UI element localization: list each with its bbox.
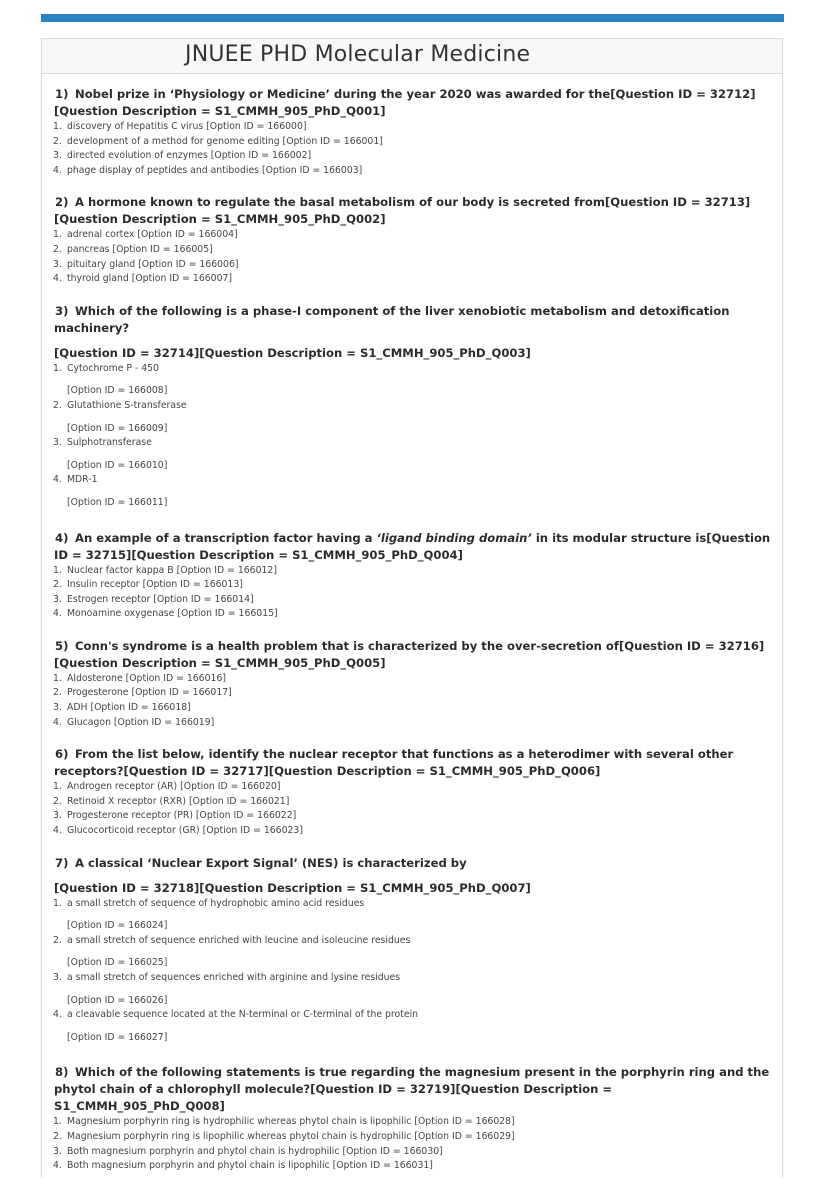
- option-item: 2. Glutathione S-transferase [Option ID = 166009]: [53, 399, 187, 434]
- option-item: 3. pituitary gland [Option ID = 166006]: [53, 258, 239, 270]
- document-frame: [41, 38, 783, 1178]
- question-text: 1) Nobel prize in ‘Physiology or Medicine’ during the year 2020 was awarded for the[Question ID = 32712][Question Description = S1_CMMH_905_PhD_Q001]: [54, 87, 756, 118]
- option-item: 4. a cleavable sequence located at the N-terminal or C-terminal of the protein [Option ID = 166027]: [53, 1009, 419, 1043]
- option-item: 2. Magnesium porphyrin ring is lipophilic whereas phytol chain is hydrophilic [Option ID = 166029]: [53, 1130, 515, 1142]
- option-item: 1. Magnesium porphyrin ring is hydrophilic whereas phytol chain is lipophilic [Option ID = 166028]: [53, 1116, 515, 1128]
- question-1: [54, 86, 776, 178]
- question-text: 7) A classical ‘Nuclear Export Signal’ (NES) is characterized by [Question ID = 32718][Question Description = S1_CMMH_905_PhD_Q007]: [54, 855, 531, 895]
- option-list: [54, 362, 776, 511]
- option-item: 2. Progesterone [Option ID = 166017]: [53, 687, 232, 699]
- question-text: 8) Which of the following statements is true regarding the magnesium present in the porphyrin ring and the phytol chain of a chlorophyll molecule?[Question ID = 32719][Question Description = S1_CMMH_905_PhD_Q008]: [54, 1065, 770, 1114]
- question-number: 5): [55, 638, 69, 653]
- question-text: 5) Conn's syndrome is a health problem that is characterized by the over-secretion of[Question ID = 32716][Question Description = S1_CMMH_905_PhD_Q005]: [54, 638, 765, 670]
- option-item: 4. Both magnesium porphyrin and phytol chain is lipophilic [Option ID = 166031]: [53, 1160, 433, 1172]
- option-item: 3. ADH [Option ID = 166018]: [53, 702, 191, 714]
- option-item: 3. Sulphotransferase [Option ID = 166010]: [53, 437, 168, 471]
- option-list: [54, 897, 776, 1046]
- option-item: 1. a small stretch of sequence of hydrophobic amino acid residues [Option ID = 166024]: [53, 897, 365, 932]
- option-item: 4. thyroid gland [Option ID = 166007]: [53, 273, 233, 285]
- question-5: [54, 638, 776, 730]
- option-item: 1. discovery of Hepatitis C virus [Option ID = 166000]: [53, 121, 307, 132]
- option-item: 4. phage display of peptides and antibodies [Option ID = 166003]: [53, 164, 363, 176]
- option-item: 1. adrenal cortex [Option ID = 166004]: [53, 229, 238, 241]
- question-text: 2) A hormone known to regulate the basal metabolism of our body is secreted from[Question ID = 32713][Question Description = S1_CMMH_905_PhD_Q002]: [54, 195, 751, 227]
- option-item: 4. Monoamine oxygenase [Option ID = 166015]: [53, 608, 278, 620]
- option-item: 4. Glucagon [Option ID = 166019]: [53, 716, 215, 728]
- option-item: 1. Cytochrome P - 450 [Option ID = 166008]: [53, 362, 168, 397]
- option-item: 2. pancreas [Option ID = 166005]: [53, 243, 213, 255]
- option-item: 4. Glucocorticoid receptor (GR) [Option ID = 166023]: [53, 825, 303, 837]
- option-item: 1. Nuclear factor kappa B [Option ID = 166012]: [53, 564, 277, 576]
- option-item: 3. Both magnesium porphyrin and phytol chain is hydrophilic [Option ID = 166030]: [53, 1145, 443, 1157]
- option-item: 3. directed evolution of enzymes [Option ID = 166002]: [53, 150, 312, 162]
- option-item: 2. Retinoid X receptor (RXR) [Option ID = 166021]: [53, 795, 290, 807]
- option-item: 3. a small stretch of sequences enriched with arginine and lysine residues [Option ID = 166026]: [53, 972, 401, 1006]
- question-number: 6): [55, 747, 69, 762]
- question-text: 6) From the list below, identify the nuclear receptor that functions as a heterodimer with several other receptors?[Question ID = 32717][Question Description = S1_CMMH_905_PhD_Q006]: [54, 747, 734, 779]
- question-number: 2): [55, 195, 69, 210]
- option-list: [54, 120, 776, 178]
- option-item: 4. MDR-1 [Option ID = 166011]: [53, 474, 168, 508]
- question-3: [54, 303, 776, 511]
- option-list: [54, 564, 776, 622]
- option-item: 1. Aldosterone [Option ID = 166016]: [53, 672, 226, 684]
- question-number: 1): [55, 87, 69, 101]
- option-item: 2. a small stretch of sequence enriched with leucine and isoleucine residues [Option ID = 166025]: [53, 934, 411, 969]
- option-item: 3. Estrogen receptor [Option ID = 166014]: [53, 593, 254, 605]
- question-text: 3) Which of the following is a phase-I component of the liver xenobiotic metabolism and detoxification machinery? [Question ID = 32714][Question Description = S1_CMMH_905_PhD_Q003]: [54, 303, 730, 360]
- header-accent-bar: [41, 14, 784, 22]
- question-8: [54, 1064, 776, 1173]
- question-text: 4) An example of a transcription factor having a ‘ligand binding domain’ in its modular structure is[Question ID = 32715][Question Description = S1_CMMH_905_PhD_Q004]: [54, 530, 771, 562]
- question-6: [54, 746, 776, 838]
- question-4: [54, 530, 776, 622]
- option-item: 3. Progesterone receptor (PR) [Option ID = 166022]: [53, 810, 297, 822]
- question-number: 8): [55, 1065, 69, 1080]
- option-list: [54, 780, 776, 838]
- question-2: [54, 194, 776, 286]
- option-list: [54, 228, 776, 286]
- option-list: [54, 1115, 776, 1173]
- option-item: 1. Androgen receptor (AR) [Option ID = 166020]: [53, 781, 281, 793]
- option-item: 2. Insulin receptor [Option ID = 166013]: [53, 579, 243, 591]
- question-7: [54, 855, 776, 1046]
- page-title: JNUEE PHD Molecular Medicine: [185, 42, 531, 67]
- question-list: [54, 86, 776, 1190]
- option-item: 2. development of a method for genome editing [Option ID = 166001]: [53, 135, 383, 147]
- question-number: 4): [55, 530, 69, 545]
- option-list: [54, 672, 776, 730]
- question-number: 7): [55, 855, 69, 870]
- question-number: 3): [55, 303, 69, 318]
